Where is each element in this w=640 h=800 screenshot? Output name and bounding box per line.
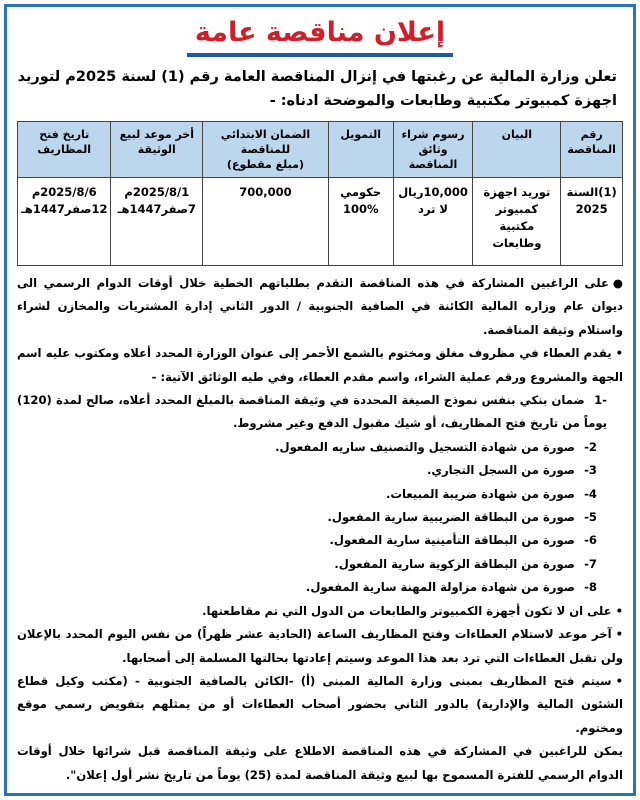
header-document-fees: رسوم شراء وثائق المناقصة: [393, 122, 473, 178]
body-text: [17, 272, 623, 787]
cell-tender-number: (1)السنة 2025: [561, 178, 623, 266]
list-item-text: صورة من شهادة التسجيل والتصنيف ساريه المفعول.: [275, 439, 575, 454]
paragraph-deadline: [17, 623, 623, 670]
cell-funding: حكومي 100%: [328, 178, 393, 266]
list-item-number: 3-: [584, 463, 597, 478]
header-opening-date: تاريخ فتح المظاريف: [18, 122, 111, 178]
list-item-number: 4-: [584, 486, 597, 501]
list-item: [17, 436, 623, 459]
list-item-text: صورة من شهادة ضريبة المبيعات.: [385, 486, 575, 501]
table-header-row: [18, 122, 623, 178]
title-wrap: [17, 15, 623, 57]
paragraph-submission: [17, 342, 623, 389]
paragraph-review-text: يمكن للراغبين في المشاركة في هذه المناقصة الاطلاع على وثيقة المناقصة قبل شرائها خلال أوقات الدوام الرسمي للفترة المسموح بها لبيع وثيقة المناقصة لمدة (25) يوماً من تاريخ نشر أول إعلان".: [17, 744, 623, 782]
cell-opening-date: 2025/8/6م 12صفر1447هـ: [18, 178, 111, 266]
paragraph-deadline-text: آخر موعد لاستلام العطاءات وفتح المظاريف الساعة (الحادية عشر ظهراً) من نفس اليوم المحدد بالإعلان ولن تقبل العطاءات التي ترد بعد هذا الموعد وسيتم إعادتها بحالتها المسلمة إلى أصحابها.: [17, 627, 623, 665]
paragraph-opening: [17, 670, 623, 740]
list-item-text: ضمان بنكي بنفس نموذج الصيغة المحددة في وثيقة المناقصة بالمبلغ المحدد أعلاه، صالح لمدة (120) يوماً من تاريخ فتح المظاريف، أو شيك مقبول الدفع وغير مشروط.: [17, 393, 607, 431]
bullet-icon: •: [615, 627, 623, 642]
cell-document-fees: 10,000ريال لا ترد: [393, 178, 473, 266]
header-description: البيان: [473, 122, 561, 178]
list-item: [17, 529, 623, 552]
header-guarantee: الضمان الابتدائي للمناقصة (مبلغ مقطوع): [203, 122, 329, 178]
list-item-text: صورة من البطاقة التأمينية سارية المفعول.: [329, 533, 575, 548]
table-row: [18, 178, 623, 266]
paragraph-registration: [17, 272, 623, 342]
cell-last-sale-date: 2025/8/1م 7صفر1447هـ: [111, 178, 203, 266]
header-last-sale-date: أخر موعد لبيع الوثيقة: [111, 122, 203, 178]
list-item-text: صورة من السجل التجاري.: [426, 463, 575, 478]
list-item-number: 2-: [584, 439, 597, 454]
list-item: [17, 483, 623, 506]
intro-text: تعلن وزارة المالية عن رغبتها في إنزال المناقصة العامة رقم (1) لسنة 2025م لتوريد اجهزة كمبيوتر مكتبية وطابعات والموضحة ادناه: -: [17, 69, 617, 109]
list-item-number: -1: [594, 393, 607, 408]
list-item-text: صورة من البطاقة الضريبية سارية المفعول.: [327, 510, 575, 525]
list-item-number: 6-: [584, 533, 597, 548]
paragraph-opening-text: سيتم فتح المظاريف بمبنى وزارة المالية المبنى (أ) -الكائن بالصافية الجنوبية - (مكتب وكيل قطاع الشئون المالية والإدارية) بالدور الثاني بحضور أصحاب العطاءات أو من يمثلهم بتفويض رسمي موقع ومختوم.: [17, 673, 623, 735]
list-item-text: صورة من البطاقة الزكوية سارية المفعول.: [334, 556, 575, 571]
bullet-icon: ●: [612, 276, 623, 290]
header-funding: التمويل: [328, 122, 393, 178]
cell-guarantee: 700,000: [203, 178, 329, 266]
list-item-text: صورة من شهادة مزاولة المهنة سارية المفعول.: [305, 580, 575, 595]
list-item: [17, 553, 623, 576]
bullet-icon: •: [615, 603, 623, 618]
paragraph-boycott-text: على ان لا تكون أجهزة الكمبيوتر والطابعات من الدول التي تم مقاطعتها.: [202, 603, 612, 618]
tender-table: [17, 121, 623, 266]
list-item: [17, 459, 623, 482]
paragraph-registration-text: على الراغبين المشاركة في هذه المناقصة التقدم بطلباتهم الخطية خلال أوقات الدوام الرسمي الى ديوان عام وزاره المالية الكائنة في الصافية الجنوبية / الدور الثاني إدارة المشتريات والمخازن لشراء واستلام وثيقة المناقصة.: [17, 276, 623, 337]
page-title: إعلان مناقصة عامة: [187, 15, 453, 57]
paragraph-submission-text: يقدم العطاء في مظروف مغلق ومختوم بالشمع الأحمر إلى عنوان الوزارة المحدد أعلاه ومكتوب عليه اسم الجهة والمشروع ورقم عملية الشراء، واسم مقدم العطاء، وفي طيه الوثائق الآتية: -: [17, 346, 623, 384]
header-tender-number: رقم المناقصة: [561, 122, 623, 178]
list-item: [17, 389, 623, 436]
list-item: [17, 506, 623, 529]
list-item-number: 5-: [584, 510, 597, 525]
announcement-page: [4, 4, 636, 796]
list-item-number: 8-: [584, 580, 597, 595]
bullet-icon: •: [615, 673, 623, 688]
paragraph-boycott: [17, 600, 623, 623]
bullet-icon: •: [615, 346, 623, 361]
list-item-number: 7-: [584, 556, 597, 571]
cell-description: توريد اجهزة كمبيوتر مكتبية وطابعات: [473, 178, 561, 266]
list-item: [17, 576, 623, 599]
paragraph-review: [17, 740, 623, 787]
